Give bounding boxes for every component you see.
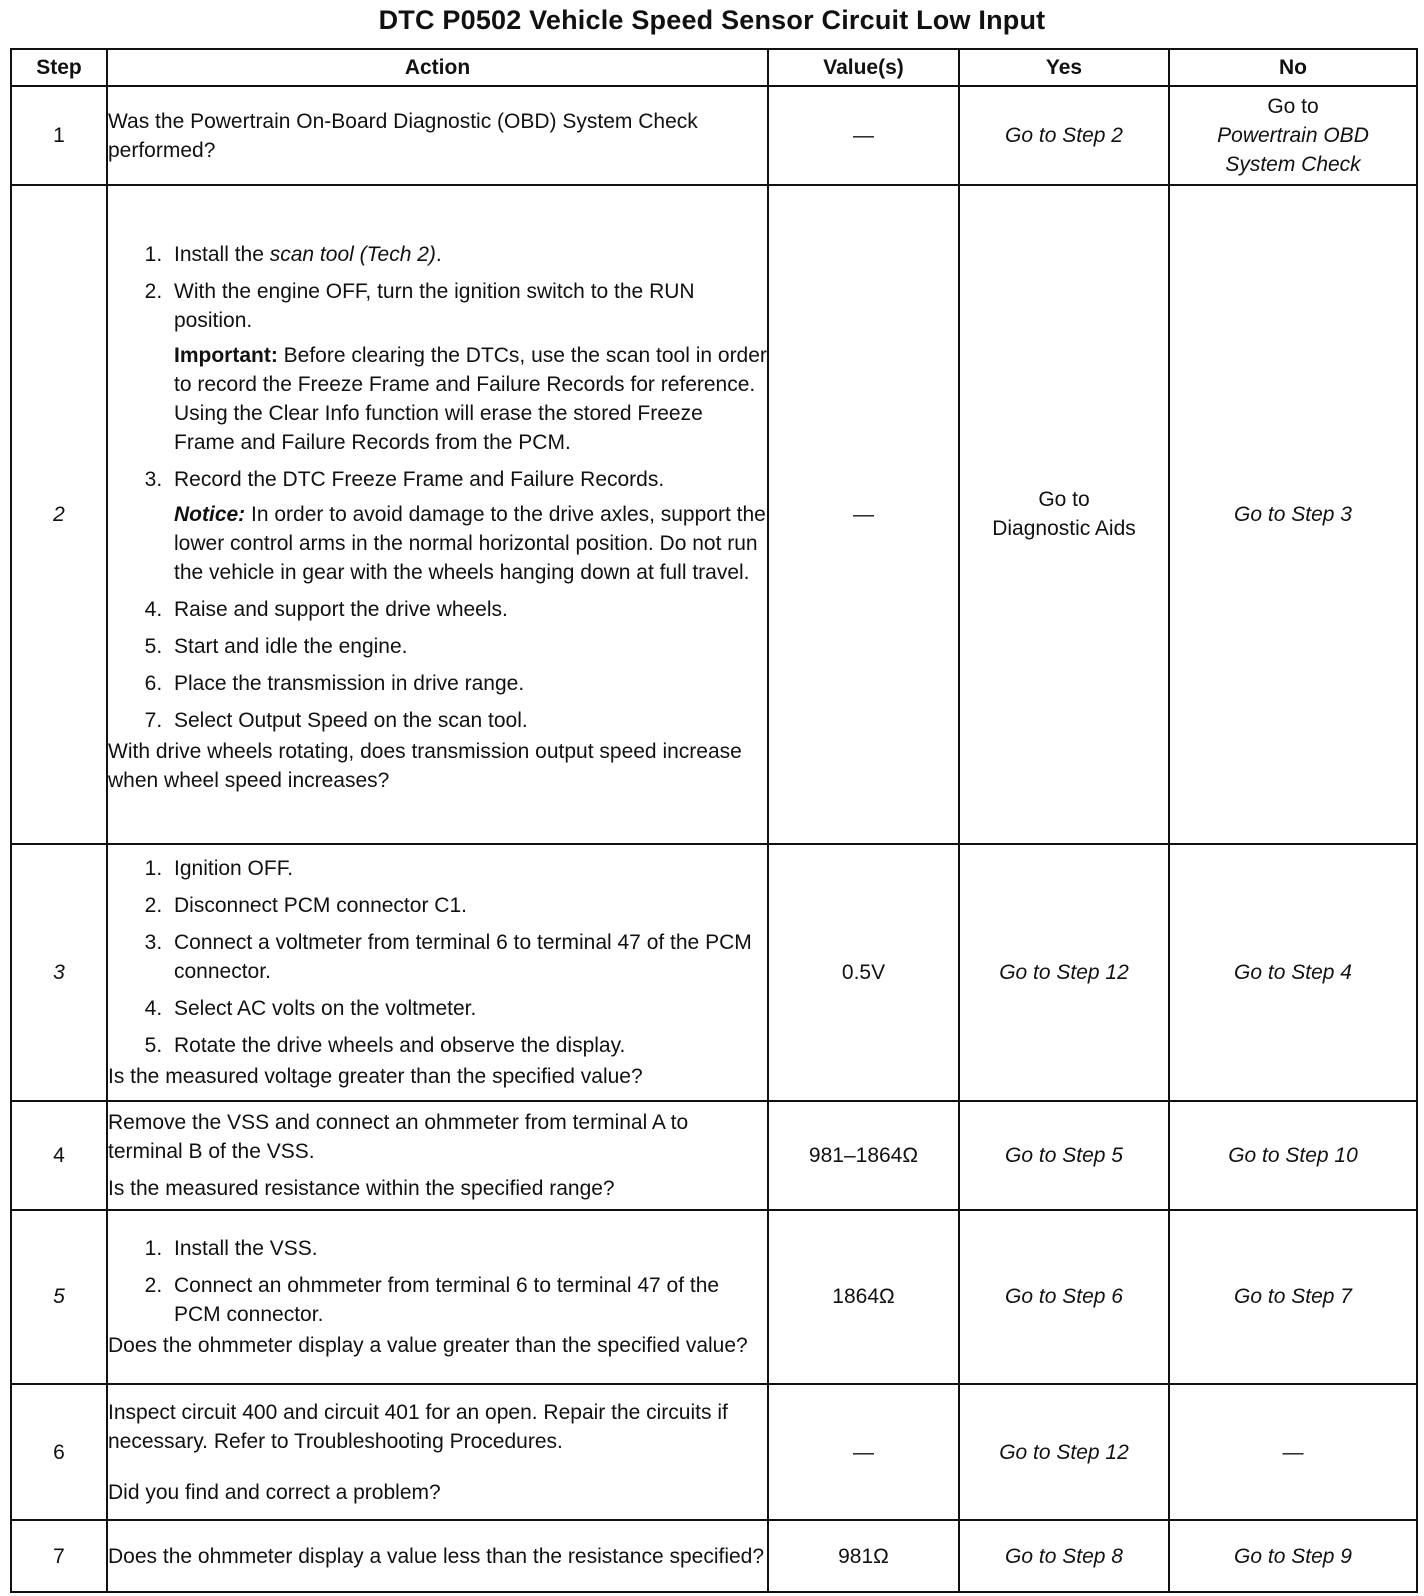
step-number: 4 — [11, 1101, 107, 1210]
yes-cell: Go to Step 6 — [959, 1210, 1169, 1384]
action-text-emphasis: scan tool (Tech 2) — [269, 242, 436, 266]
value-cell: 1864Ω — [768, 1210, 959, 1384]
action-list-item: 3. Connect a voltmeter from terminal 6 to terminal 47 of the PCM connector. — [168, 928, 767, 986]
no-cell: Go to Step 10 — [1169, 1101, 1417, 1210]
no-line: Powertrain OBD — [1217, 124, 1369, 148]
step-number: 6 — [11, 1384, 107, 1521]
yes-line: Diagnostic Aids — [992, 517, 1136, 541]
action-text: Remove the VSS and connect an ohmmeter from terminal A to terminal B of the VSS. — [108, 1110, 689, 1163]
step-number: 1 — [11, 86, 107, 185]
action-cell — [107, 1101, 768, 1210]
action-text: With the engine OFF, turn the ignition switch to the RUN position. — [174, 279, 695, 332]
action-list-item: 4. Raise and support the drive wheels. — [168, 595, 767, 624]
important-note — [174, 341, 767, 457]
no-cell: Go to Step 4 — [1169, 844, 1417, 1101]
spacer — [108, 1456, 767, 1478]
action-cell — [107, 1520, 768, 1592]
diagnostic-table — [10, 48, 1418, 1593]
yes-cell: Go to Step 12 — [959, 1384, 1169, 1521]
table-row-step-4 — [11, 1101, 1417, 1210]
action-cell — [107, 86, 768, 185]
notice-label: Notice: — [174, 502, 246, 526]
header-yes: Yes — [959, 49, 1169, 86]
action-cell — [107, 844, 768, 1101]
action-list-item: 5. Rotate the drive wheels and observe the display. — [168, 1031, 767, 1060]
value-cell: — — [768, 1384, 959, 1521]
yes-cell: Go to Step 12 — [959, 844, 1169, 1101]
action-text: Inspect circuit 400 and circuit 401 for an open. Repair the circuits if necessary. Refer to Troubleshooting Procedures. — [108, 1400, 728, 1453]
no-line-plain: Go to — [1267, 95, 1319, 119]
action-list-item: 5. Start and idle the engine. — [168, 632, 767, 661]
page-title: DTC P0502 Vehicle Speed Sensor Circuit Low Input — [378, 5, 1046, 35]
action-text: Does the ohmmeter display a value less than the resistance specified? — [108, 1544, 765, 1568]
yes-cell: Go to Step 8 — [959, 1520, 1169, 1592]
action-question: Is the measured resistance within the specified range? — [108, 1176, 615, 1200]
action-list — [108, 854, 767, 1060]
no-cell: Go to Step 9 — [1169, 1520, 1417, 1592]
action-text: Record the DTC Freeze Frame and Failure Records. — [174, 467, 665, 491]
step-number: 3 — [11, 844, 107, 1101]
value-cell: 0.5V — [768, 844, 959, 1101]
action-text: Install the — [174, 242, 270, 266]
action-list-item — [168, 465, 767, 587]
value-cell: 981–1864Ω — [768, 1101, 959, 1210]
action-cell — [107, 1384, 768, 1521]
header-action: Action — [107, 49, 768, 86]
no-cell: Go to Step 7 — [1169, 1210, 1417, 1384]
yes-line: Go to — [1038, 488, 1090, 512]
action-list-item: 7. Select Output Speed on the scan tool. — [168, 706, 767, 735]
action-text: . — [435, 242, 442, 266]
step-number: 5 — [11, 1210, 107, 1384]
action-list-item: 1. Ignition OFF. — [168, 854, 767, 883]
value-cell: 981Ω — [768, 1520, 959, 1592]
action-list — [108, 240, 767, 735]
value-cell: — — [768, 185, 959, 844]
header-values: Value(s) — [768, 49, 959, 86]
table-row-step-3 — [11, 844, 1417, 1101]
action-cell — [107, 185, 768, 844]
header-no: No — [1169, 49, 1417, 86]
table-row-step-7 — [11, 1520, 1417, 1592]
action-text: Was the Powertrain On-Board Diagnostic (OBD) System Check performed? — [108, 109, 698, 162]
action-list-item — [168, 277, 767, 457]
action-list-item: 2. Connect an ohmmeter from terminal 6 to terminal 47 of the PCM connector. — [168, 1271, 767, 1329]
action-question: With drive wheels rotating, does transmission output speed increase when wheel speed increases? — [108, 739, 742, 792]
no-cell: — — [1169, 1384, 1417, 1521]
action-question: Does the ohmmeter display a value greater than the specified value? — [108, 1333, 748, 1357]
table-row-step-1 — [11, 86, 1417, 185]
action-list-item: 1. Install the VSS. — [168, 1234, 767, 1263]
notice-note — [174, 500, 767, 587]
action-question: Is the measured voltage greater than the specified value? — [108, 1064, 643, 1088]
important-label: Important: — [174, 343, 278, 367]
action-list — [108, 1234, 767, 1329]
table-row-step-5 — [11, 1210, 1417, 1384]
yes-cell: Go to Step 5 — [959, 1101, 1169, 1210]
table-row-step-2 — [11, 185, 1417, 844]
important-text: Before clearing the DTCs, use the scan tool in order to record the Freeze Frame and Failure Records for reference. Using the Clear Info function will erase the stored Freeze Frame and Failure Records from the PCM. — [174, 343, 767, 454]
action-cell — [107, 1210, 768, 1384]
action-list-item: 4. Select AC volts on the voltmeter. — [168, 994, 767, 1023]
no-cell — [1169, 86, 1417, 185]
value-cell: — — [768, 86, 959, 185]
step-number: 2 — [11, 185, 107, 844]
notice-text: In order to avoid damage to the drive axles, support the lower control arms in the normal horizontal position. Do not run the vehicle in gear with the wheels hanging down at full travel. — [174, 502, 766, 584]
no-line: System Check — [1225, 153, 1361, 177]
yes-cell: Go to Step 2 — [959, 86, 1169, 185]
no-cell: Go to Step 3 — [1169, 185, 1417, 844]
action-list-item: 6. Place the transmission in drive range. — [168, 669, 767, 698]
table-row-step-6 — [11, 1384, 1417, 1521]
action-question: Did you find and correct a problem? — [108, 1480, 441, 1504]
action-list-item: 2. Disconnect PCM connector C1. — [168, 891, 767, 920]
step-number: 7 — [11, 1520, 107, 1592]
header-step: Step — [11, 49, 107, 86]
yes-cell — [959, 185, 1169, 844]
table-header-row — [11, 49, 1417, 86]
action-list-item — [168, 240, 767, 269]
